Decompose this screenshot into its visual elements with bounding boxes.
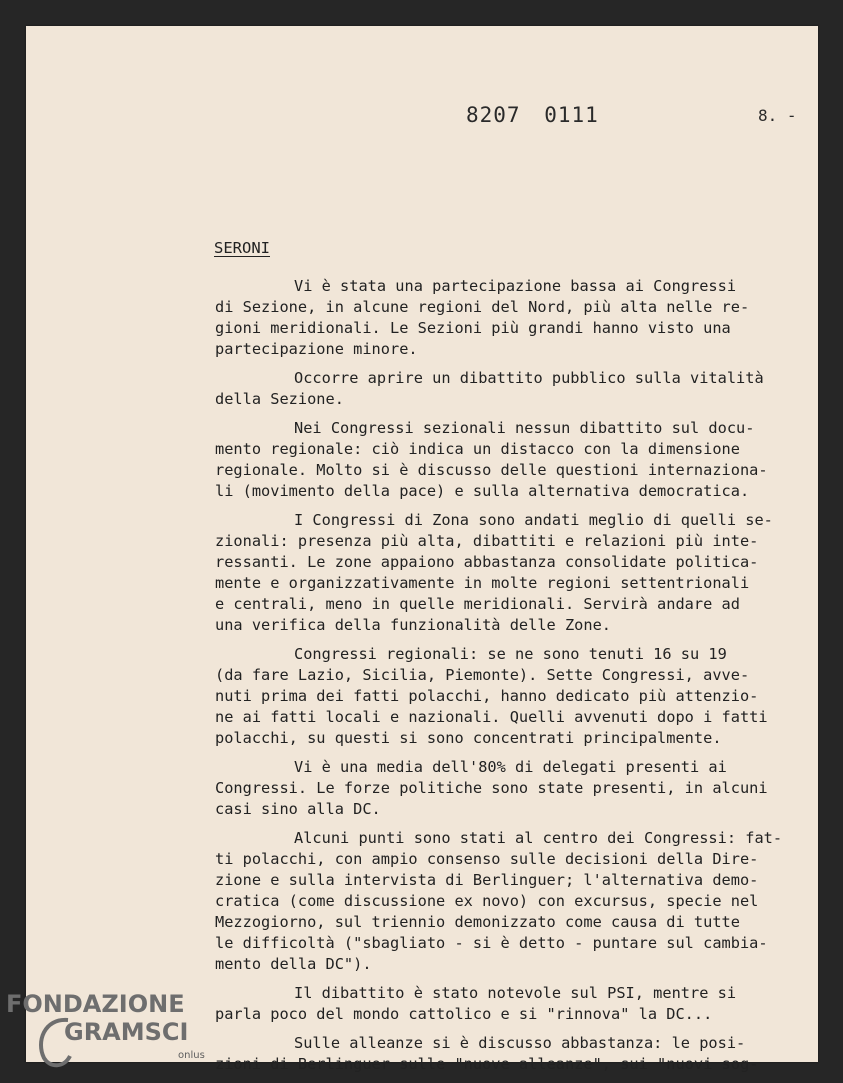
- text-line: I Congressi di Zona sono andati meglio di quelli se-: [294, 511, 773, 529]
- paragraph: [215, 828, 805, 975]
- text-line: ressanti. Le zone appaiono abbastanza consolidate politica-: [215, 553, 759, 571]
- text-line: Sulle alleanze si è discusso abbastanza: le posi-: [294, 1034, 746, 1052]
- text-line: e centrali, meno in quelle meridionali. Servirà andare ad: [215, 595, 740, 613]
- document-number: 8207 0111: [466, 103, 599, 127]
- text-line: Vi è una media dell'80% di delegati presenti ai: [294, 758, 727, 776]
- text-line: mento regionale: ciò indica un distacco con la dimensione: [215, 440, 740, 458]
- body-text: [215, 276, 805, 1083]
- text-line: regionale. Molto si è discusso delle questioni internaziona-: [215, 461, 768, 479]
- text-line: Occorre aprire un dibattito pubblico sulla vitalità: [294, 369, 764, 387]
- text-line: Alcuni punti sono stati al centro dei Congressi: fat-: [294, 829, 783, 847]
- paragraph: [215, 418, 805, 502]
- text-line: Congressi. Le forze politiche sono state presenti, in alcuni: [215, 779, 768, 797]
- text-line: Vi è stata una partecipazione bassa ai Congressi: [294, 277, 737, 295]
- bleed-through-text: [226, 196, 786, 238]
- text-line: Il dibattito è stato notevole sul PSI, mentre si: [294, 984, 737, 1002]
- watermark-line1: FONDAZIONE: [6, 990, 185, 1018]
- text-line: gioni meridionali. Le Sezioni più grandi hanno visto una: [215, 319, 731, 337]
- speaker-heading: SERONI: [214, 239, 270, 257]
- text-line: parla poco del mondo cattolico e si "rinnova" la DC...: [215, 1005, 713, 1023]
- text-line: le difficoltà ("sbagliato - si è detto - puntare sul cambia-: [215, 934, 768, 952]
- text-line: Mezzogiorno, sul triennio demonizzato come causa di tutte: [215, 913, 740, 931]
- watermark-line2: GRAMSCI: [64, 1018, 189, 1046]
- text-line: ti polacchi, con ampio consenso sulle decisioni della Dire-: [215, 850, 759, 868]
- text-line: partecipazione minore.: [215, 340, 418, 358]
- page-number: 8. -: [758, 106, 797, 125]
- text-line: nuti prima dei fatti polacchi, hanno dedicato più attenzio-: [215, 687, 759, 705]
- text-line: ne ai fatti locali e nazionali. Quelli avvenuti dopo i fatti: [215, 708, 768, 726]
- fondazione-gramsci-watermark: [6, 990, 216, 1075]
- text-line: della Sezione.: [215, 390, 344, 408]
- paragraph: [215, 757, 805, 820]
- paragraph: [215, 368, 805, 410]
- watermark-onlus: onlus: [178, 1050, 205, 1061]
- paragraph: [215, 276, 805, 360]
- text-line: di Sezione, in alcune regioni del Nord, più alta nelle re-: [215, 298, 750, 316]
- text-line: li (movimento della pace) e sulla alternativa democratica.: [215, 482, 750, 500]
- text-line: mente e organizzativamente in molte regioni settentrionali: [215, 574, 750, 592]
- paragraph: [215, 510, 805, 636]
- paragraph: [215, 644, 805, 749]
- text-line: zioni di Berlinguer sulle "nuove alleanze", sui "nuovi sog-: [215, 1055, 759, 1073]
- paragraph: [215, 983, 805, 1025]
- text-line: Congressi regionali: se ne sono tenuti 16 su 19: [294, 645, 727, 663]
- text-line: zione e sulla intervista di Berlinguer; l'alternativa demo-: [215, 871, 759, 889]
- text-line: Nei Congressi sezionali nessun dibattito sul docu-: [294, 419, 755, 437]
- text-line: mento della DC").: [215, 955, 372, 973]
- text-line: (da fare Lazio, Sicilia, Piemonte). Sette Congressi, avve-: [215, 666, 750, 684]
- document-page: [26, 26, 818, 1073]
- paragraph: [215, 1033, 805, 1075]
- text-line: casi sino alla DC.: [215, 800, 381, 818]
- text-line: zionali: presenza più alta, dibattiti e relazioni più inte-: [215, 532, 759, 550]
- text-line: polacchi, su questi si sono concentrati principalmente.: [215, 729, 722, 747]
- text-line: cratica (come discussione ex novo) con excursus, specie nel: [215, 892, 759, 910]
- text-line: una verifica della funzionalità delle Zone.: [215, 616, 612, 634]
